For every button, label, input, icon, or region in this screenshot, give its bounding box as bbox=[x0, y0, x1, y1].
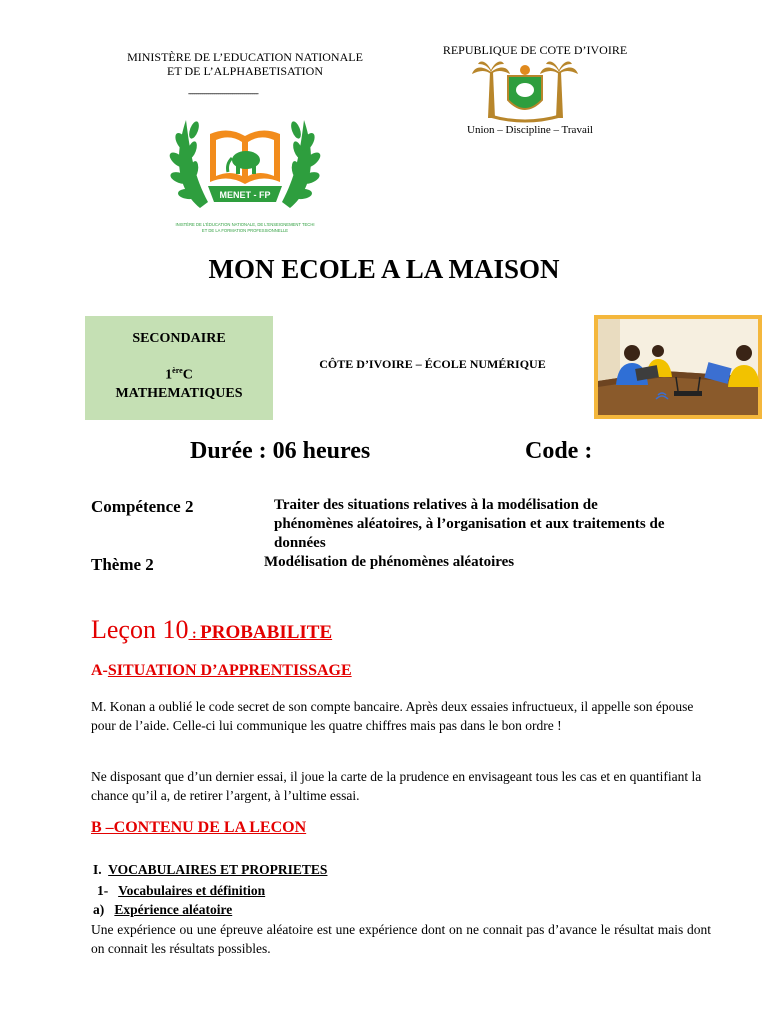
lesson-title: PROBABILITE bbox=[200, 622, 333, 643]
heading-vocabulaires-definition bbox=[97, 883, 265, 899]
section-a-heading bbox=[91, 662, 352, 680]
republic-header: REPUBLIQUE DE COTE D’IVOIRE bbox=[442, 43, 628, 57]
grade-label bbox=[85, 366, 273, 384]
students-studying-image bbox=[594, 315, 762, 419]
level-box bbox=[85, 316, 273, 420]
ecole-numerique-label: CÔTE D’IVOIRE – ÉCOLE NUMÉRIQUE bbox=[319, 357, 546, 371]
ministry-header bbox=[105, 50, 385, 78]
heading-1-title: Vocabulaires et définition bbox=[118, 883, 266, 898]
theme-text: Modélisation de phénomènes aléatoires bbox=[264, 554, 515, 570]
grade-superscript: ère bbox=[172, 366, 183, 375]
menet-logo-label: MENET - FP bbox=[219, 190, 271, 200]
ministry-separator: ----------------------------------- bbox=[188, 88, 258, 98]
heading-experience-aleatoire bbox=[93, 902, 232, 918]
situation-paragraph-1: M. Konan a oublié le code secret de son compte bancaire. Après deux essaies infructueux, il appelle son épouse pour de l’aide. Celle-ci lui communique les quatre chiffres mais pas dans le bon ordre ! bbox=[91, 699, 694, 733]
heading-vocabulaires-proprietes bbox=[93, 862, 327, 878]
ministry-line-1: MINISTÈRE DE L’EDUCATION NATIONALE bbox=[127, 50, 363, 64]
coat-of-arms-icon bbox=[470, 58, 580, 124]
code-label: Code : bbox=[525, 438, 593, 464]
heading-i-number: I. bbox=[93, 862, 102, 877]
lesson-number: Leçon 10 bbox=[91, 615, 189, 644]
section-b-heading: B –CONTENU DE LA LECON bbox=[91, 819, 307, 836]
situation-paragraph-2: Ne disposant que d’un dernier essai, il joue la carte de la prudence en envisageant tous les cas et en quantifiant la chance qu’il a, de retirer l’argent, à l’ultime essai. bbox=[91, 769, 702, 803]
heading-a-number: a) bbox=[93, 902, 105, 917]
duration-label: Durée : 06 heures bbox=[190, 438, 371, 464]
lesson-separator: : bbox=[188, 627, 201, 642]
lesson-heading bbox=[91, 615, 332, 645]
subject-label: MATHEMATIQUES bbox=[115, 386, 243, 401]
heading-a-title: Expérience aléatoire bbox=[114, 902, 233, 917]
page-title: MON ECOLE A LA MAISON bbox=[208, 254, 560, 284]
grade-number: 1 bbox=[165, 367, 173, 383]
competence-text: Traiter des situations relatives à la modélisation de phénomènes aléatoires, à l’organisation et aux traitements de données bbox=[274, 497, 665, 551]
menet-fp-logo-icon bbox=[160, 112, 330, 242]
section-a-prefix: A- bbox=[91, 662, 108, 679]
level-label: SECONDAIRE bbox=[132, 331, 226, 346]
ministry-line-2: ET DE L’ALPHABETISATION bbox=[167, 64, 323, 78]
theme-label: Thème 2 bbox=[91, 555, 154, 574]
republic-motto: Union – Discipline – Travail bbox=[467, 124, 593, 136]
grade-series: C bbox=[182, 367, 193, 383]
section-a-title: SITUATION D’APPRENTISSAGE bbox=[107, 662, 352, 679]
definition-paragraph: Une expérience ou une épreuve aléatoire est une expérience dont on ne connait pas d’avance le résultat mais dont on connait les résultats possibles. bbox=[91, 922, 711, 956]
heading-1-number: 1- bbox=[97, 883, 109, 898]
heading-i-title: VOCABULAIRES ET PROPRIETES bbox=[108, 862, 328, 877]
competence-label: Compétence 2 bbox=[91, 497, 194, 516]
menet-logo-caption-2: ET DE LA FORMATION PROFESSIONNELLE bbox=[201, 228, 289, 233]
menet-logo-caption-1: INISTÈRE DE L'ÉDUCATION NATIONALE, DE L'ENSEIGNEMENT TECHI bbox=[175, 222, 315, 227]
